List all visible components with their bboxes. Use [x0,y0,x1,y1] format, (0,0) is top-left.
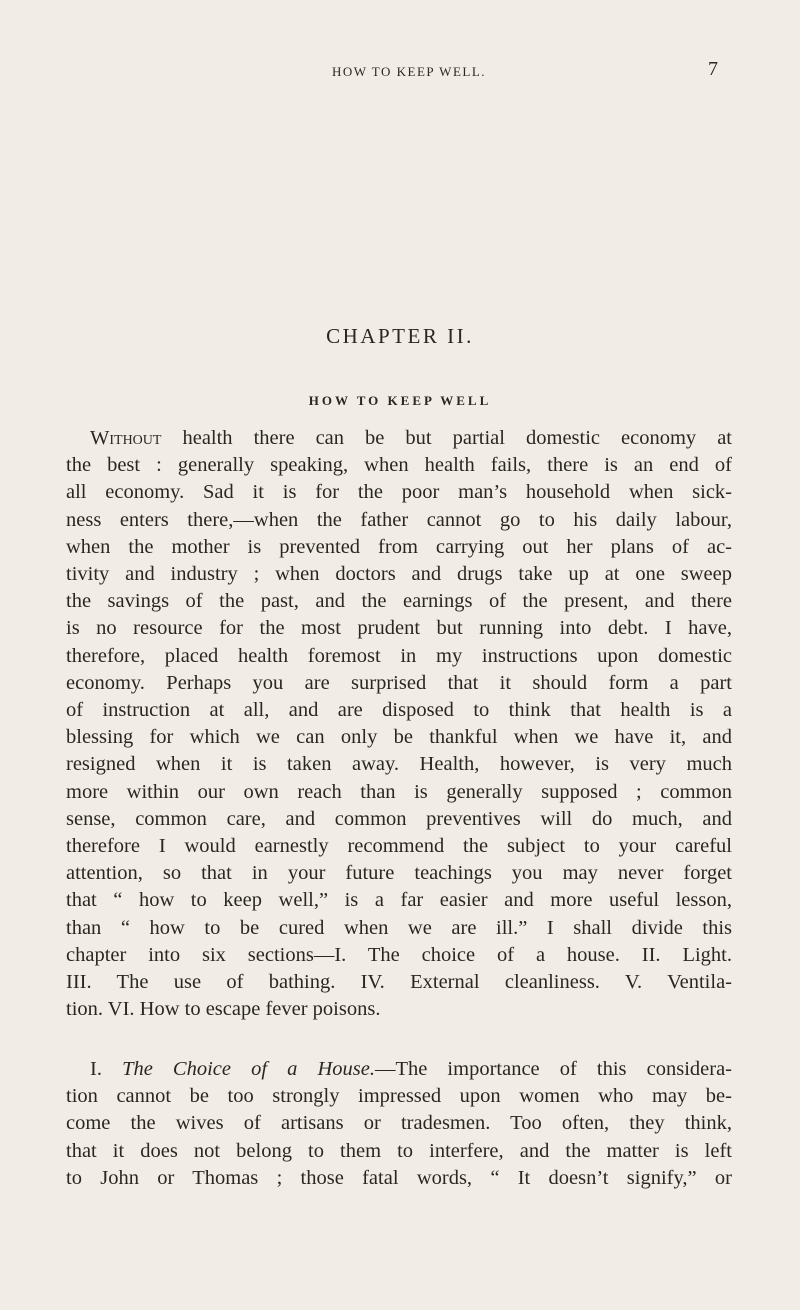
text-line: tion. VI. How to escape fever poisons. [66,998,381,1021]
text-line: that “ how to keep well,” is a far easier and more useful lesson, [66,889,732,912]
section-numeral: I. [90,1058,123,1080]
text-line: the savings of the past, and the earnings of the present, and there [66,590,732,613]
text-line: tion cannot be too strongly impressed upon women who may be- [66,1085,732,1108]
text-line: chapter into six sections—I. The choice of a house. II. Light. [66,943,732,966]
text-line: Without health there can be but partial domestic economy at [90,427,732,449]
running-head [100,56,718,86]
page-number: 7 [708,58,718,80]
text-line: than “ how to be cured when we are ill.” I shall divide this [66,916,732,939]
text-line: to John or Thomas ; those fatal words, “ It doesn’t signify,” or [66,1166,732,1189]
text-line: that it does not belong to them to interfere, and the matter is left [66,1139,732,1162]
text-line: come the wives of artisans or tradesmen. Too often, they think, [66,1112,732,1135]
text-line: resigned when it is taken away. Health, however, is very much [66,753,732,776]
text-line: of instruction at all, and are disposed to think that health is a [66,699,732,722]
text-line: economy. Perhaps you are surprised that it should form a part [66,671,732,694]
text-line: therefore, placed health foremost in my instructions upon domestic [66,644,732,667]
section-heading-italic: The Choice of a House. [122,1058,375,1080]
text-line: blessing for which we can only be thankful when we have it, and [66,726,732,749]
text-line: III. The use of bathing. IV. External cleanliness. V. Ventila- [66,971,732,994]
text-line: the best : generally speaking, when health fails, there is an end of [66,454,732,477]
text-line: when the mother is prevented from carrying out her plans of ac- [66,535,732,558]
text-line: tivity and industry ; when doctors and drugs take up at one sweep [66,563,732,586]
text-line: more within our own reach than is generally supposed ; common [66,780,732,803]
opening-word: Without [90,427,162,449]
paragraph-intro [66,425,732,1023]
running-title: HOW TO KEEP WELL. [331,64,487,79]
text-line: therefore I would earnestly recommend the subject to your careful [66,835,732,858]
chapter-subtitle: HOW TO KEEP WELL [308,393,492,408]
chapter-title: CHAPTER II. [326,324,474,348]
paragraph-choice-of-house [66,1056,732,1192]
text-line: I. The Choice of a House.—The importance of this considera- [90,1058,733,1080]
text-line: is no resource for the most prudent but running into debt. I have, [66,617,732,640]
text-line: ness enters there,—when the father cannot go to his daily labour, [66,508,732,531]
text-line: attention, so that in your future teachings you may never forget [66,862,732,885]
text-line: sense, common care, and common preventives will do much, and [66,807,732,830]
text-line: all economy. Sad it is for the poor man’s household when sick- [66,481,732,504]
